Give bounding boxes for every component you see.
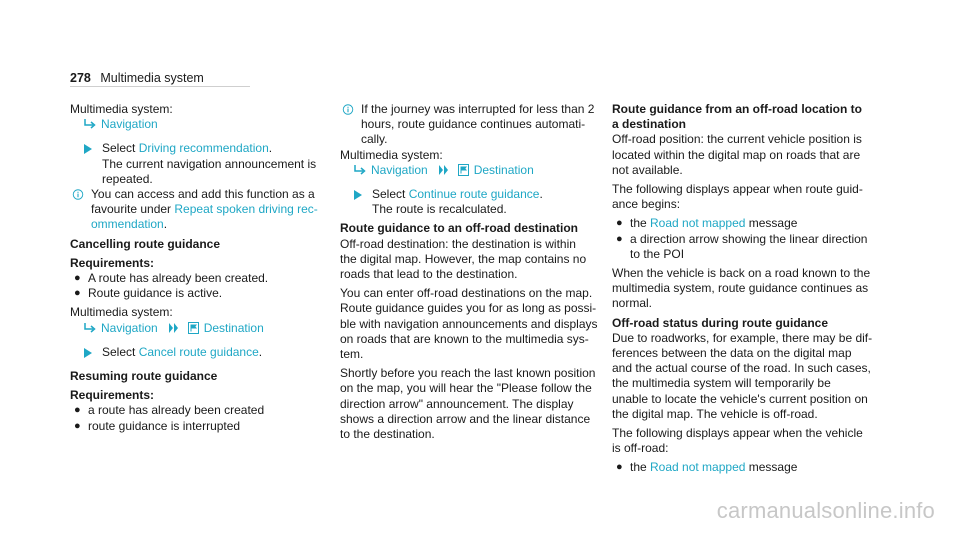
requirements-label: Requirements: [70,255,155,270]
nav-path [84,321,320,336]
paragraph: Shortly before you reach the last known position on the map, you will hear the "Please follow the direction arrow" announcement. The display shows a direction arrow and the linear distance to the destination. [340,366,596,442]
nav-link-destination[interactable]: Destination [473,162,534,177]
multimedia-system-label: Multimedia system: [70,305,173,320]
nav-link-destination[interactable]: Destination [203,320,264,335]
flag-icon [188,322,199,334]
paragraph: Off-road position: the current vehicle position is located within the digital map on roads that are not available. [612,132,862,177]
list-item: ● Route guidance is active. [74,286,223,301]
column-1 [70,102,320,434]
nav-link-navigation[interactable]: Navigation [371,162,428,177]
page-number: 278 [70,71,91,85]
heading-offroad-destination: Route guidance to an off-road destination [340,221,578,236]
heading-offroad-location: Route guidance from an off-road location to a destination [612,102,862,132]
page-header [70,71,204,85]
multimedia-system-label: Multimedia system: [340,147,443,162]
list-item: ● a direction arrow showing the linear direction to the POI [616,231,868,261]
step-driving-recommendation: Select Driving recommendation. The current navigation announcement is repeated. [70,141,320,187]
flag-icon [458,164,469,176]
paragraph: Due to roadworks, for example, there may be dif- ferences between the data on the digital map and the actual course of the road. In such cases, the multimedia system will temporarily be unable to locate the vehicle's current position on the digital map. The vehicle is off-road. [612,330,873,421]
heading-resuming-route-guidance: Resuming route guidance [70,369,218,384]
column-3 [612,102,874,476]
paragraph: The following displays appear when route guid- ance begins: [612,182,863,212]
multimedia-system-label: Multimedia system: [70,102,173,116]
driving-recommendation-link[interactable]: Driving recommendation [138,141,269,156]
cancel-route-guidance-link[interactable]: Cancel route guidance [138,344,259,359]
double-chevron-icon [169,323,179,333]
list-item: ● a route has already been created [74,403,265,418]
info-icon [340,104,356,115]
step-arrow-icon [84,348,92,358]
page-header-title: Multimedia system [100,71,204,85]
watermark: carmanualsonline.info [716,498,935,523]
header-divider [70,86,250,87]
continue-route-guidance-link[interactable]: Continue route guidance [408,187,540,202]
nav-path [354,163,602,178]
paragraph: Off-road destination: the destination is within the digital map. However, the map contains no roads that lead to the destination. [340,236,587,282]
list-item: ● the Road not mapped message [616,460,798,475]
paragraph: You can enter off-road destinations on the map. Route guidance guides you for as long as possi- ble with navigation announcements and displays on roads that are known to the multimedia sys- tem. [340,286,598,362]
road-not-mapped-message: Road not mapped [650,216,746,231]
step-arrow-icon [84,144,92,154]
step-cancel-route-guidance: Select Cancel route guidance. [70,345,320,360]
list-item: ● the Road not mapped message [616,216,798,231]
requirements-label: Requirements: [70,388,155,403]
turn-arrow-icon [84,119,96,130]
road-not-mapped-message: Road not mapped [650,460,746,475]
info-note: You can access and add this function as a favourite under Repeat spoken driving rec- ommendation. [70,187,320,233]
nav-link-navigation[interactable]: Navigation [101,320,158,335]
nav-link-navigation[interactable]: Navigation [101,117,158,132]
heading-offroad-status: Off-road status during route guidance [612,315,829,330]
column-2 [340,102,602,442]
paragraph: When the vehicle is back on a road known to the multimedia system, route guidance continues as normal. [612,266,871,311]
list-item: ● A route has already been created. [74,271,269,286]
heading-cancelling-route-guidance: Cancelling route guidance [70,236,221,251]
info-note: If the journey was interrupted for less than 2 hours, route guidance continues automati- cally. [340,102,602,148]
list-item: ● route guidance is interrupted [74,418,241,433]
turn-arrow-icon [354,165,366,176]
turn-arrow-icon [84,323,96,334]
step-continue-route-guidance: Select Continue route guidance. The route is recalculated. [340,187,602,217]
repeat-spoken-driving-link[interactable]: Repeat spoken driving rec- [174,202,318,217]
info-icon [70,189,86,200]
double-chevron-icon [439,165,449,175]
paragraph: The following displays appear when the vehicle is off-road: [612,426,863,456]
step-arrow-icon [354,190,362,200]
nav-path [84,117,320,132]
